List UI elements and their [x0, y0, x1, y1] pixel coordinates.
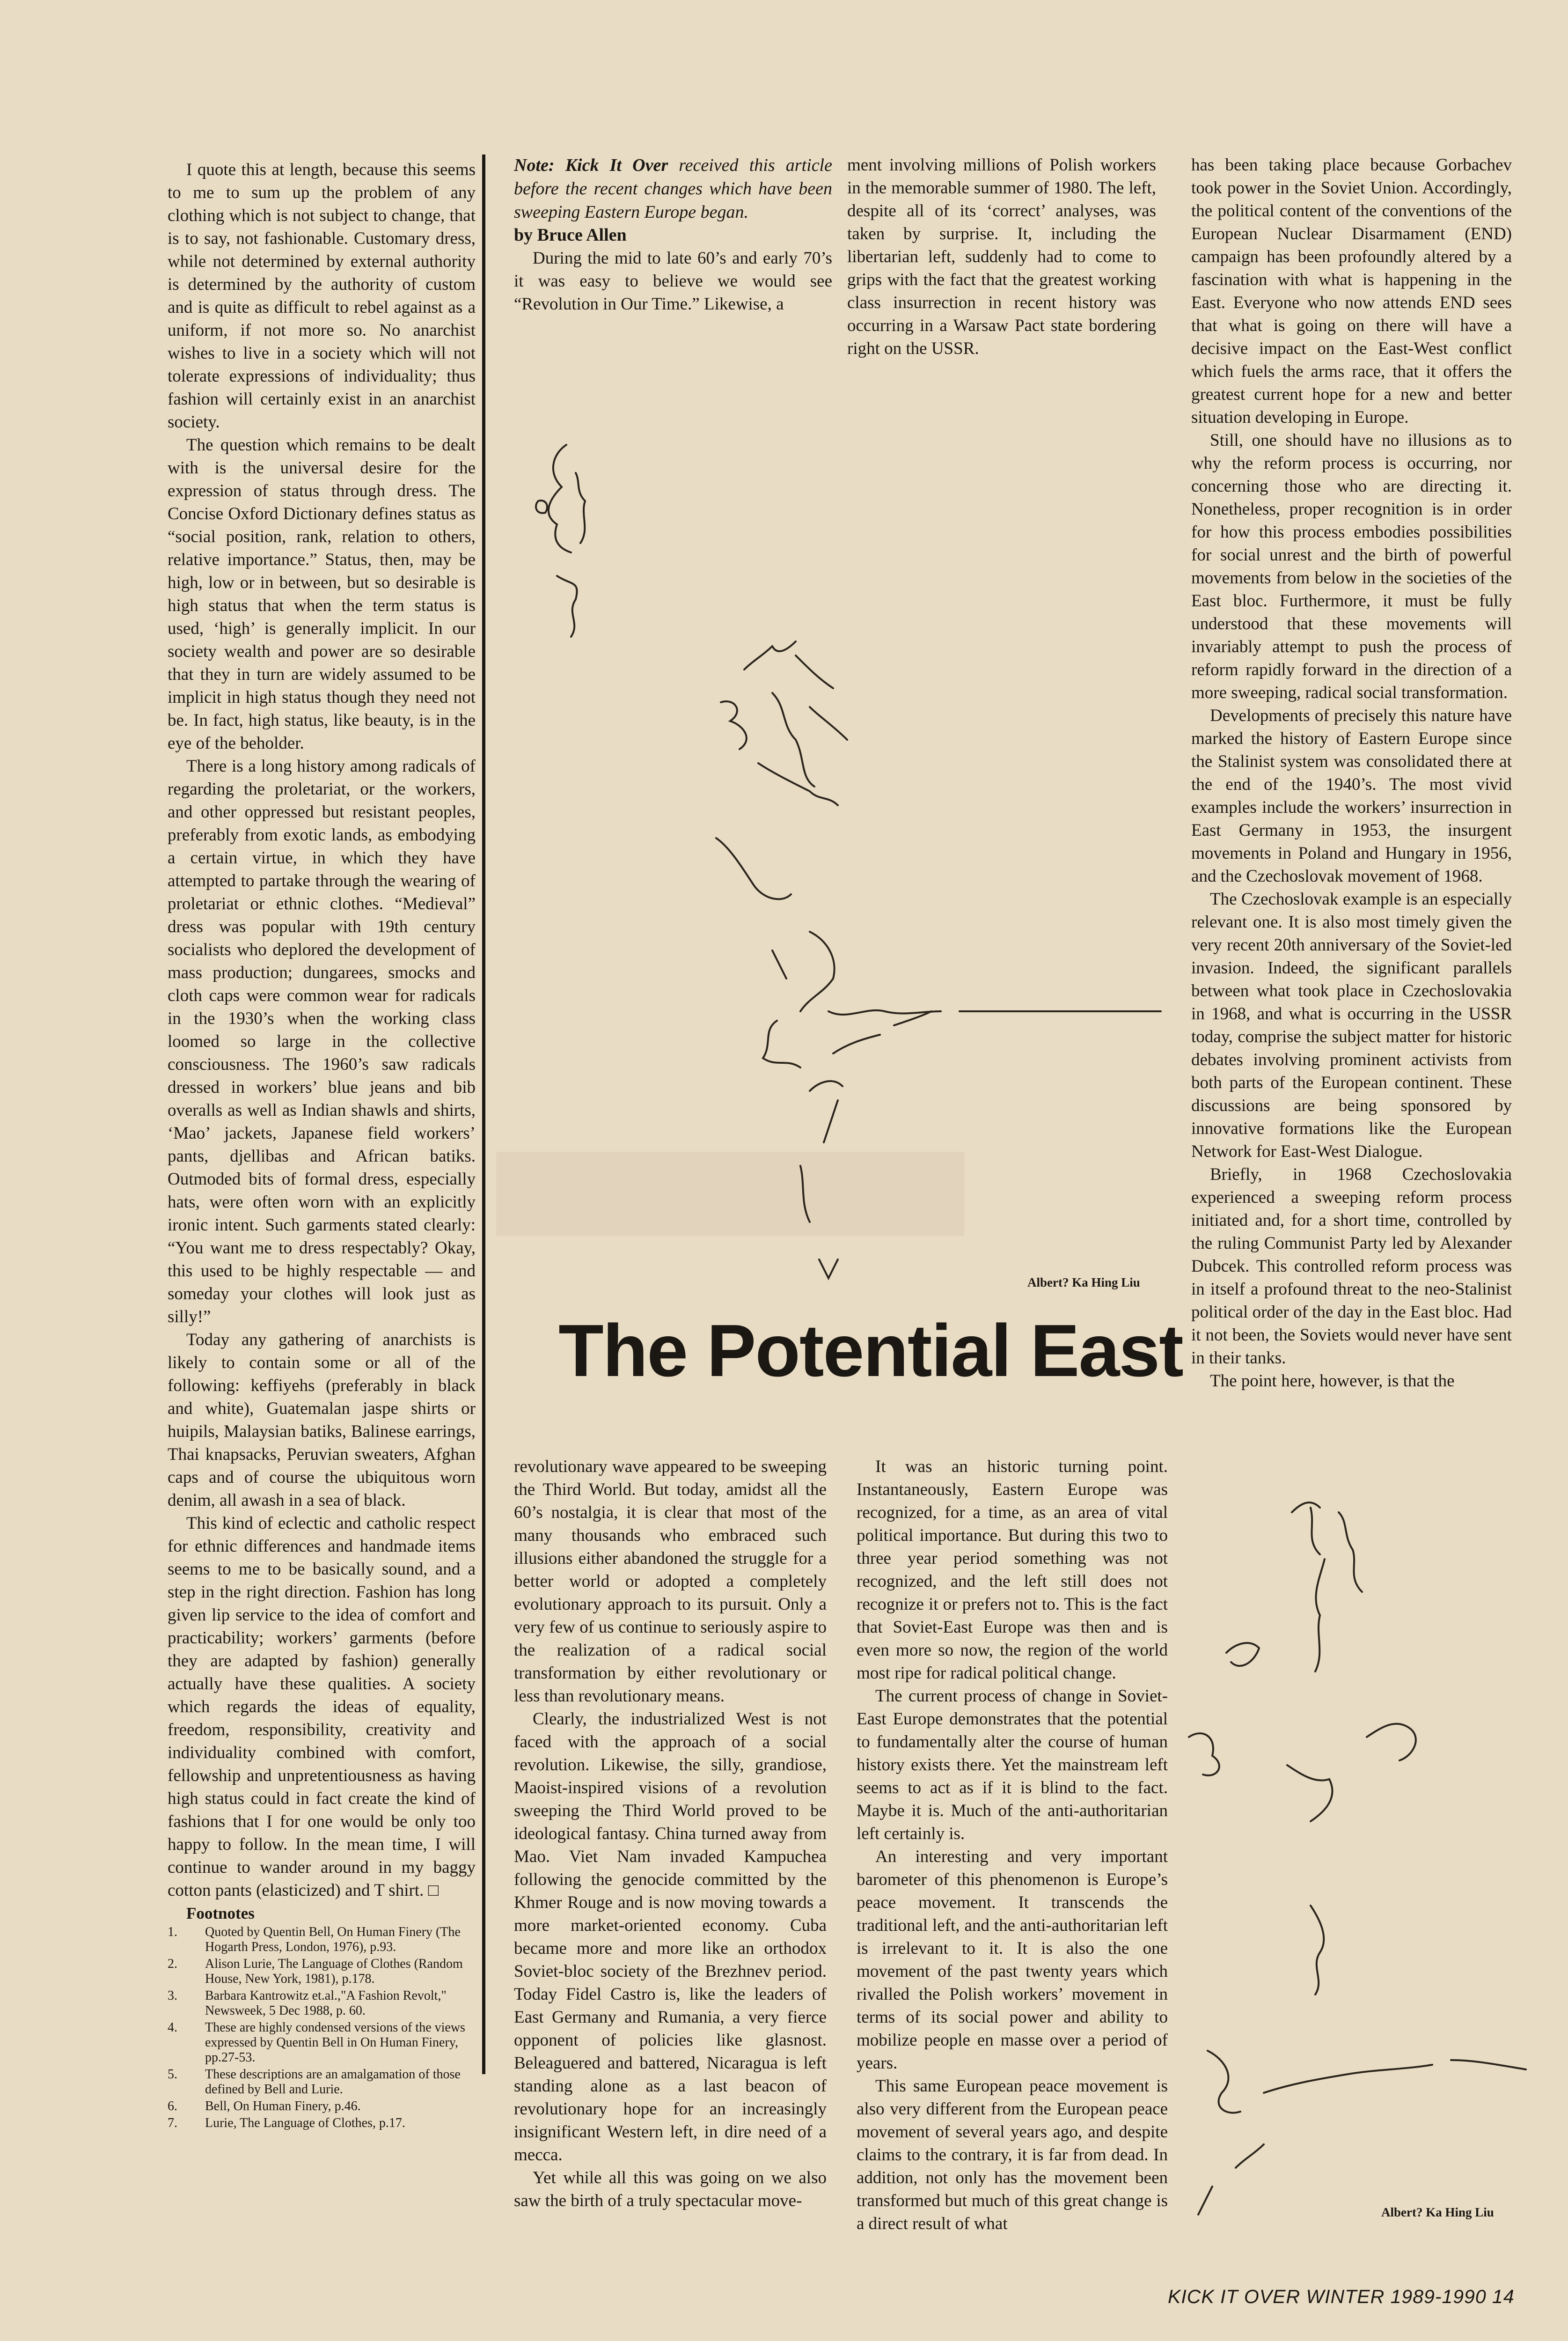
footnote-item	[168, 1988, 476, 2018]
footnote-text: Barbara Kantrowitz et.al.,"A Fashion Revolt," Newsweek, 5 Dec 1988, p. 60.	[205, 1988, 447, 2018]
left-paragraph: There is a long history among radicals of regarding the proletariat, or the workers, and other oppressed but resistant peoples, preferably from exotic lands, as embodying a certain virtue, in which they have attempted to partake through the wearing of proletariat or ethnic clothes. “Medieval” dress was popular with 19th century socialists who deplored the development of mass production; dungarees, smocks and cloth caps were common wear for radicals in the 1930’s when the working class loomed so large in the collective consciousness. The 1960’s saw radicals dressed in workers’ blue jeans and bib overalls as well as Indian shawls and shirts, ‘Mao’ jackets, Japanese field workers’ pants, djellibas and African batiks. Outmoded bits of formal dress, especially hats, were often worn with an explicitly ironic intent. Such garments stated clearly: “You want me to dress respectably? Okay, this used to be highly respectable — and someday your clothes will look just as silly!”	[168, 757, 476, 1326]
footnote-item	[168, 1957, 476, 1987]
col3-paragraph: An interesting and very important barometer of this phenomenon is Europe’s peace movement. It transcends the traditional left, and the anti-authoritarian left is irrelevant to it. It is also the one movement of the past twenty years which rivalled the Polish workers’ movement in terms of its social power and ability to mobilize people en masse over a period of years.	[857, 1847, 1168, 2073]
page-footer: KICK IT OVER WINTER 1989-1990 14	[1168, 2286, 1515, 2307]
footnote-text: These are highly condensed versions of the views expressed by Quentin Bell in On Human Finery, pp.27-53.	[205, 2020, 465, 2065]
col2-paragraph: revolutionary wave appeared to be sweeping the Third World. But today, amidst all the 60’s nostalgia, it is clear that most of the many thousands who embraced such illusions either abandoned the struggle for a better world or adopted a completely evolutionary approach to its pursuit. Only a very few of us continue to seriously aspire to the realization of a radical social transformation by either revolutionary or less than revolutionary means.	[514, 1457, 827, 1706]
footnote-text: These descriptions are an amalgamation of those defined by Bell and Lurie.	[205, 2067, 461, 2097]
left-paragraph: The question which remains to be dealt with is the universal desire for the expression of status through dress. The Concise Oxford Dictionary defines status as “social position, rank, relation to others, relative importance.” Status, then, may be high, low or in between, but so desirable is high status that when the term status is used, ‘high’ is generally implicit. In our society wealth and power are so desirable that they in turn are widely assumed to be implicit in high status though they need not be. In fact, high status, like beauty, is in the eye of the beholder.	[168, 435, 476, 753]
col4-paragraph: The Czechoslovak example is an especially relevant one. It is also most timely given the very recent 20th anniversary of the Soviet-led invasion. Indeed, the significant parallels between what took place in Czechoslovakia in 1968, and what is occurring in the USSR today, comprise the subject matter for historic debates involving prominent activists from both parts of the European continent. These discussions are being sponsored by innovative formations like the European Network for East-West Dialogue.	[1191, 890, 1512, 1161]
footnote-item	[168, 2020, 476, 2065]
footnote-number: 1.	[168, 1925, 177, 1939]
left-column	[168, 158, 476, 2133]
col2-paragraph: Yet while all this was going on we also saw the birth of a truly spectacular move-	[514, 2168, 827, 2210]
footnote-item	[168, 2116, 476, 2131]
left-paragraph: This kind of eclectic and catholic respect for ethnic differences and handmade items seems to me to be basically sound, and a step in the right direction. Fashion has long given lip service to the idea of comfort and practicability; workers’ garments (before they are adapted by fashion) generally actually have these qualities. A society which regards the ideas of equality, freedom, responsibility, creativity and individuality combined with comfort, fellowship and unpretentiousness as having high status could in fact create the kind of fashions that I for one would be only too happy to follow. In the mean time, I will continue to wander around in my baggy cotton pants (elasticized) and T shirt. □	[168, 1514, 476, 1900]
footnote-number: 4.	[168, 2020, 177, 2035]
col4-paragraph: Briefly, in 1968 Czechoslovakia experienced a sweeping reform process initiated and, for a short time, controlled by the ruling Communist Party led by Alexander Dubcek. This controlled reform process was in itself a profound threat to the neo-Stalinist political order of the day in the East bloc. Had it not been, the Soviets would never have sent in their tanks.	[1191, 1165, 1512, 1368]
intro-paragraph: During the mid to late 60’s and early 70’s it was easy to believe we would see “Revolution in Our Time.” Likewise, a	[514, 249, 832, 314]
footnote-text: Lurie, The Language of Clothes, p.17.	[205, 2116, 405, 2130]
left-paragraph: I quote this at length, because this seems to me to sum up the problem of any clothing which is not subject to change, that is to say, not fashionable. Customary dress, while not determined by external authority is determined by the authority of custom and is quite as difficult to rebel against as a uniform, if not more so. No anarchist wishes to live in a society which will not tolerate expressions of individuality; thus fashion will certainly exist in an anarchist society.	[168, 160, 476, 432]
illustration-credit-bottom: Albert? Ka Hing Liu	[1381, 2205, 1494, 2219]
article-col2-bottom	[514, 1455, 827, 2212]
footnote-item	[168, 1925, 476, 1955]
footnote-item	[168, 2099, 476, 2114]
col4-paragraph: Developments of precisely this nature have marked the history of Eastern Europe since the Stalinist system was consolidated there at the end of the 1940’s. The most vivid examples include the workers’ insurrection in East Germany in 1953, the insurgent movements in Poland and Hungary in 1956, and the Czechoslovak movement of 1968.	[1191, 706, 1512, 886]
editor-note-text: received this article before the recent changes which have been sweeping Eastern Europe began.	[514, 155, 832, 222]
line-drawing-illustration-bottom	[1170, 1475, 1535, 2233]
headline: The Potential East	[558, 1310, 1183, 1392]
footnotes-list	[168, 1925, 476, 2131]
footnote-number: 2.	[168, 1957, 177, 1971]
column-divider-rule	[482, 155, 485, 2074]
footnote-number: 7.	[168, 2116, 177, 2130]
footnote-item	[168, 2067, 476, 2097]
left-paragraph: Today any gathering of anarchists is likely to contain some or all of the following: keffiyehs (preferably in black and white), Guatemalan jaspe shirts or huipils, Malaysian batiks, Balinese earrings, Thai knapsacks, Peruvian sweaters, Afghan caps and of course the ubiquitous worn denim, all awash in a sea of black.	[168, 1330, 476, 1510]
editor-note	[514, 154, 832, 224]
col4-paragraph: The point here, however, is that the	[1210, 1371, 1455, 1391]
footnote-text: Quoted by Quentin Bell, On Human Finery (The Hogarth Press, London, 1976), p.93.	[205, 1925, 461, 1954]
footnote-number: 6.	[168, 2099, 177, 2113]
col4-paragraph: has been taking place because Gorbachev took power in the Soviet Union. Accordingly, the political content of the conventions of the European Nuclear Disarmament (END) campaign has been profoundly altered by a fascination with what is happening in the East. Everyone who now attends END sees that what is going on there will have a decisive impact on the East-West conflict which fuels the arms race, that it offers the greatest current hope for a new and better situation developing in Europe.	[1191, 155, 1512, 427]
footnote-number: 5.	[168, 2067, 177, 2082]
footnotes-title: Footnotes	[186, 1904, 255, 1922]
article-col3-bottom	[857, 1455, 1168, 2235]
byline: by Bruce Allen	[514, 225, 627, 245]
col2-paragraph: Clearly, the industrialized West is not faced with the approach of a social revolution. Likewise, the silly, grandiose, Maoist-inspired visions of a revolution sweeping the Third World proved to be ideological fantasy. China turned away from Mao. Viet Nam invaded Kampuchea following the genocide committed by the Khmer Rouge and is now moving towards a more market-oriented economy. Cuba became more and more like an orthodox Soviet-bloc society of the Brezhnev period. Today Fidel Castro is, like the leaders of East Germany and Rumania, a very fierce opponent of policies like glasnost. Beleaguered and battered, Nicaragua is left standing alone as a last beacon of revolutionary hope for an increasingly insignificant Western left, in dire need of a mecca.	[514, 1709, 827, 2164]
footnote-text: Bell, On Human Finery, p.46.	[205, 2099, 361, 2113]
footnote-number: 3.	[168, 1988, 177, 2003]
footnote-text: Alison Lurie, The Language of Clothes (Random House, New York, 1981), p.178.	[205, 1957, 463, 1986]
col3-paragraph: It was an historic turning point. Instantaneously, Eastern Europe was recognized, for a time, as an area of vital political importance. But during this two to three year period something was not recognized, and the left still does not recognize it or prefers not to. This is the fact that Soviet-East Europe was then and is even more so now, the region of the world most ripe for radical political change.	[857, 1457, 1168, 1683]
col3-paragraph: This same European peace movement is also very different from the European peace movement of several years ago, and despite claims to the contrary, it is far from dead. In addition, not only has the movement been transformed but much of this great change is a direct result of what	[857, 2076, 1168, 2233]
article-col3-top	[847, 154, 1156, 360]
illustration-credit-top: Albert? Ka Hing Liu	[1027, 1275, 1140, 1289]
line-drawing-illustration-top	[510, 435, 1175, 1297]
col3-paragraph: The current process of change in Soviet-East Europe demonstrates that the potential to fundamentally alter the course of human history exists there. Yet the mainstream left seems to act as if it is blind to the fact. Maybe it is. Much of the anti-authoritarian left certainly is.	[857, 1686, 1168, 1843]
col4-paragraph: Still, one should have no illusions as to why the reform process is occurring, nor concerning those who are directing it. Nonetheless, proper recognition is in order for how this process embodies possibilities for social unrest and the birth of powerful movements from below in the societies of the East bloc. Furthermore, it must be fully understood that these movements will invariably attempt to push the process of reform rapidly forward in the direction of a more sweeping, radical social transformation.	[1191, 431, 1512, 702]
col3-top-paragraph: ment involving millions of Polish workers in the memorable summer of 1980. The left, despite all of its ‘correct’ analyses, was taken by surprise. It, including the libertarian left, suddenly had to come to grips with the fact that the greatest working class insurrection in recent history was occurring in a Warsaw Pact state bordering right on the USSR.	[847, 155, 1156, 358]
article-col2-top	[514, 154, 832, 316]
article-col4	[1191, 154, 1512, 1392]
editor-note-prefix: Note: Kick It Over	[514, 155, 668, 175]
